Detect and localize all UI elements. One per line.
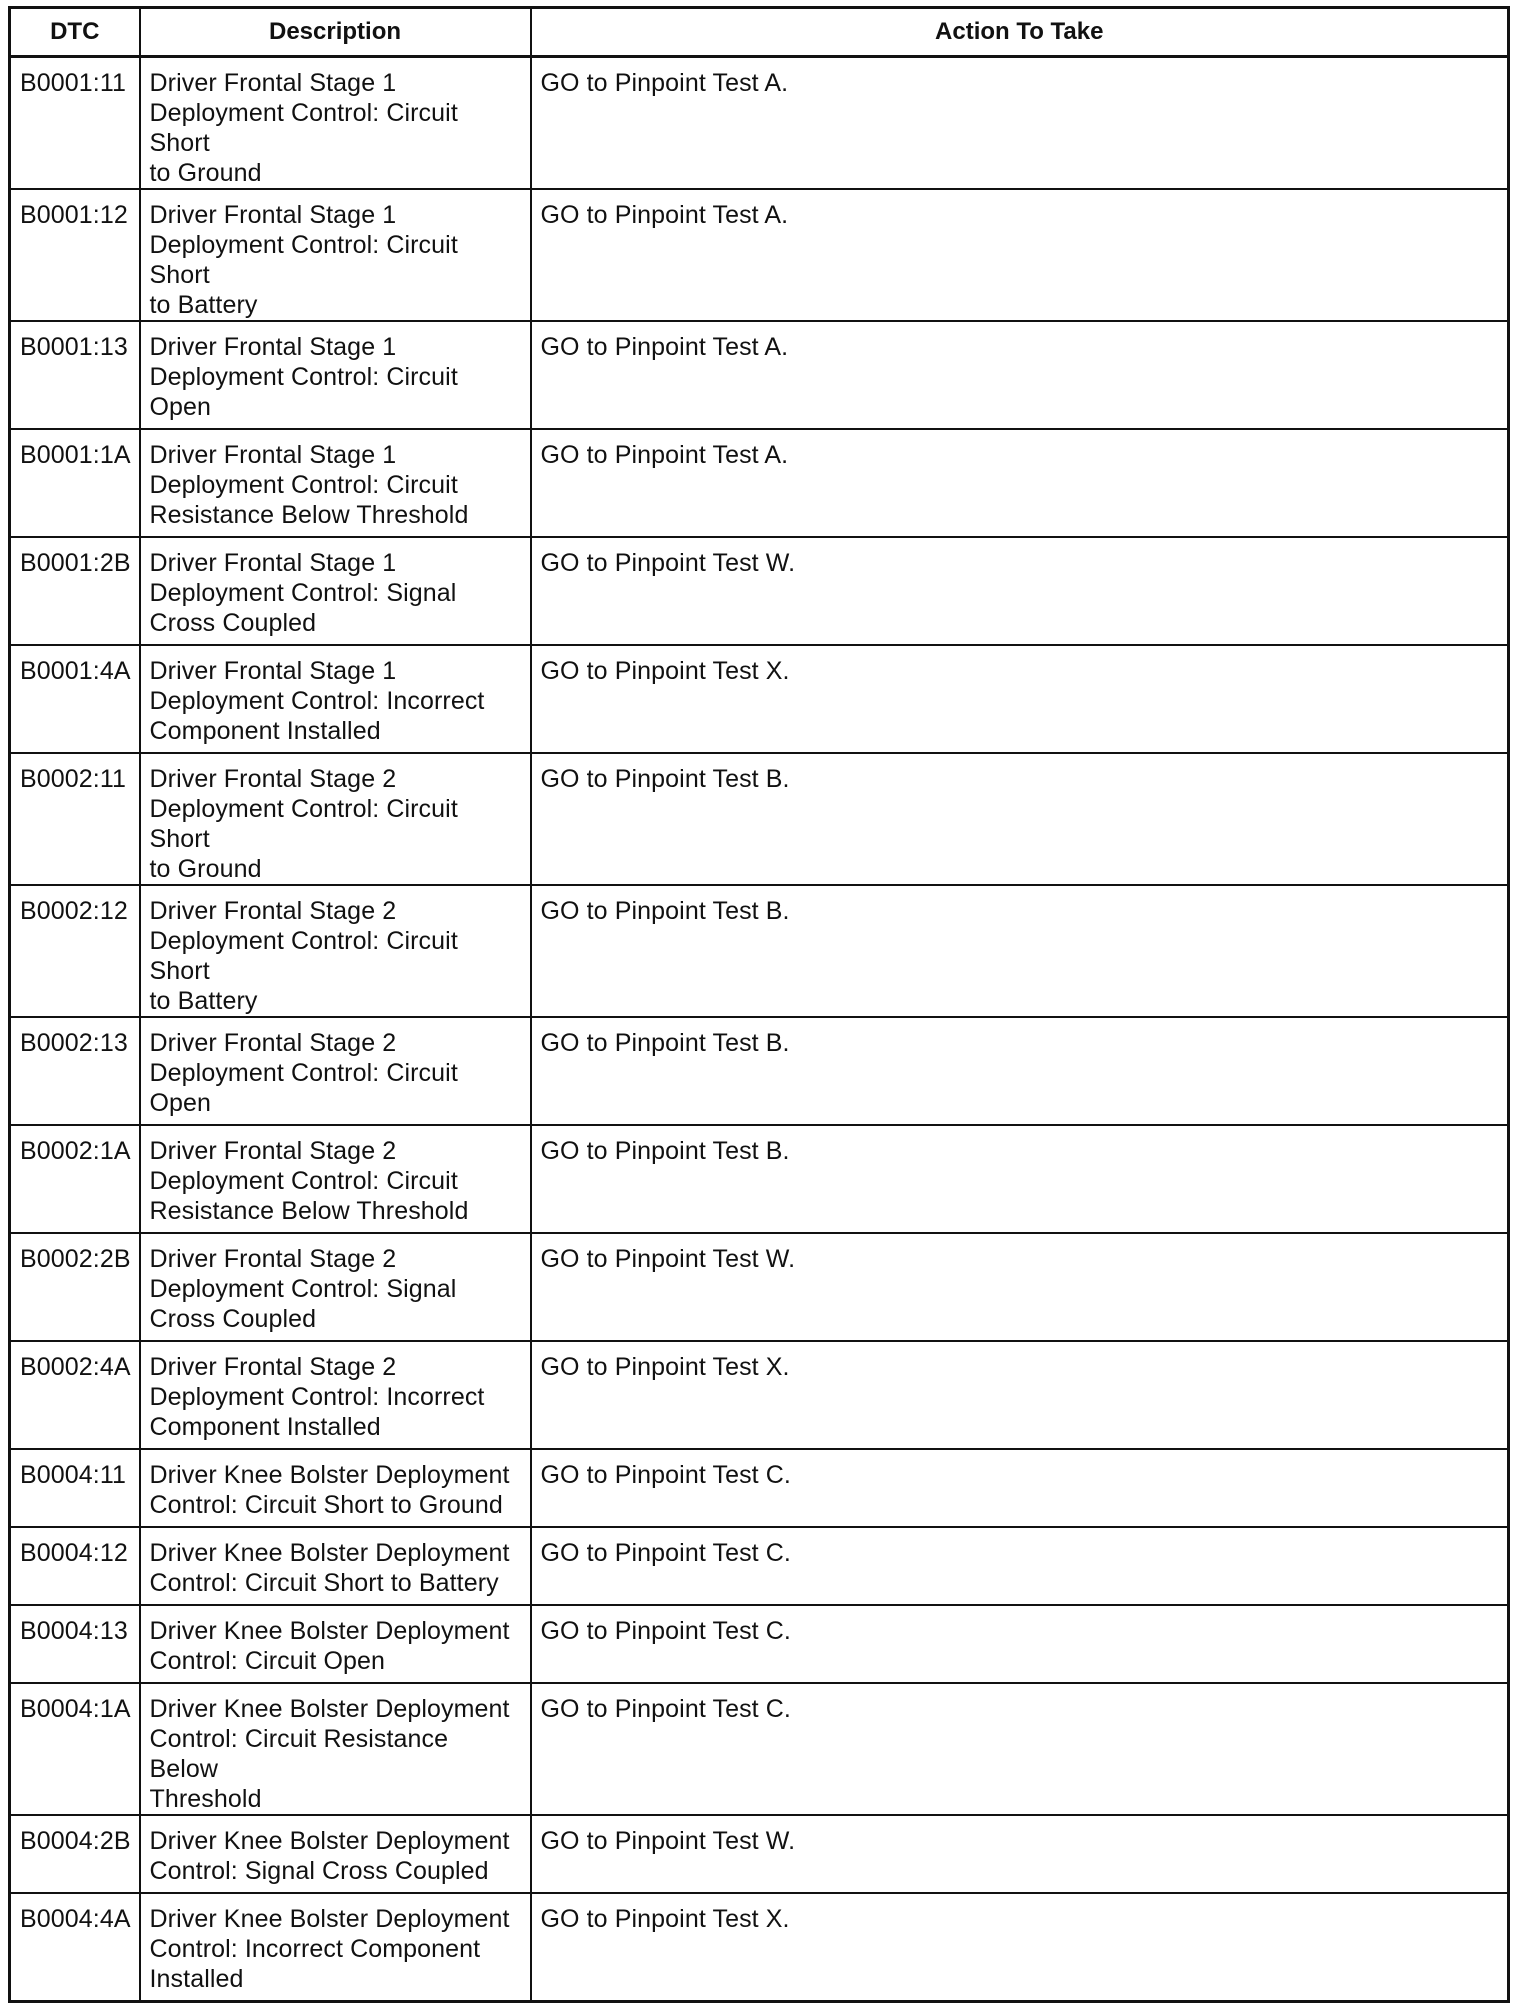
dtc-code: B0001:1A: [10, 429, 140, 537]
table-row: [10, 753, 1509, 885]
dtc-description: Driver Frontal Stage 1 Deployment Control: Signal Cross Coupled: [140, 537, 531, 645]
dtc-action: GO to Pinpoint Test W.: [531, 1815, 1509, 1893]
header-description: Description: [140, 8, 531, 57]
dtc-action: GO to Pinpoint Test C.: [531, 1683, 1509, 1815]
dtc-description: Driver Frontal Stage 2 Deployment Control: Signal Cross Coupled: [140, 1233, 531, 1341]
header-row: [10, 8, 1509, 57]
table-row: [10, 1683, 1509, 1815]
dtc-code: B0001:4A: [10, 645, 140, 753]
dtc-code: B0002:4A: [10, 1341, 140, 1449]
dtc-description: Driver Frontal Stage 2 Deployment Control: Incorrect Component Installed: [140, 1341, 531, 1449]
dtc-description: Driver Knee Bolster Deployment Control: Circuit Resistance Below Threshold: [140, 1683, 531, 1815]
dtc-description: Driver Knee Bolster Deployment Control: Circuit Open: [140, 1605, 531, 1683]
dtc-action: GO to Pinpoint Test W.: [531, 537, 1509, 645]
dtc-description: Driver Frontal Stage 2 Deployment Control: Circuit Short to Ground: [140, 753, 531, 885]
dtc-action: GO to Pinpoint Test A.: [531, 57, 1509, 190]
table-row: [10, 1341, 1509, 1449]
dtc-description: Driver Frontal Stage 2 Deployment Control: Circuit Open: [140, 1017, 531, 1125]
dtc-code: B0001:11: [10, 57, 140, 190]
dtc-code: B0002:11: [10, 753, 140, 885]
table-row: [10, 429, 1509, 537]
table-row: [10, 1815, 1509, 1893]
dtc-action: GO to Pinpoint Test B.: [531, 753, 1509, 885]
dtc-code: B0004:2B: [10, 1815, 140, 1893]
dtc-code: B0001:13: [10, 321, 140, 429]
dtc-code: B0004:4A: [10, 1893, 140, 2001]
dtc-action: GO to Pinpoint Test X.: [531, 645, 1509, 753]
dtc-description: Driver Frontal Stage 1 Deployment Control: Circuit Resistance Below Threshold: [140, 429, 531, 537]
dtc-action: GO to Pinpoint Test A.: [531, 429, 1509, 537]
dtc-code: B0004:11: [10, 1449, 140, 1527]
dtc-action: GO to Pinpoint Test C.: [531, 1449, 1509, 1527]
header-dtc: DTC: [10, 8, 140, 57]
dtc-action: GO to Pinpoint Test X.: [531, 1893, 1509, 2001]
dtc-description: Driver Knee Bolster Deployment Control: Signal Cross Coupled: [140, 1815, 531, 1893]
dtc-code: B0002:2B: [10, 1233, 140, 1341]
dtc-action: GO to Pinpoint Test X.: [531, 1341, 1509, 1449]
dtc-code: B0004:13: [10, 1605, 140, 1683]
table-row: [10, 321, 1509, 429]
dtc-action: GO to Pinpoint Test B.: [531, 885, 1509, 1017]
dtc-table: [8, 6, 1510, 2003]
table-row: [10, 1527, 1509, 1605]
dtc-description: Driver Knee Bolster Deployment Control: Circuit Short to Ground: [140, 1449, 531, 1527]
dtc-code: B0004:1A: [10, 1683, 140, 1815]
dtc-action: GO to Pinpoint Test B.: [531, 1017, 1509, 1125]
dtc-code: B0002:12: [10, 885, 140, 1017]
table-row: [10, 537, 1509, 645]
dtc-code: B0001:2B: [10, 537, 140, 645]
dtc-description: Driver Knee Bolster Deployment Control: Incorrect Component Installed: [140, 1893, 531, 2001]
dtc-description: Driver Frontal Stage 1 Deployment Control: Circuit Short to Battery: [140, 189, 531, 321]
table-row: [10, 189, 1509, 321]
header-action: Action To Take: [531, 8, 1509, 57]
dtc-description: Driver Frontal Stage 2 Deployment Control: Circuit Short to Battery: [140, 885, 531, 1017]
dtc-action: GO to Pinpoint Test C.: [531, 1605, 1509, 1683]
dtc-action: GO to Pinpoint Test B.: [531, 1125, 1509, 1233]
table-row: [10, 57, 1509, 190]
table-row: [10, 1893, 1509, 2001]
dtc-action: GO to Pinpoint Test W.: [531, 1233, 1509, 1341]
dtc-description: Driver Frontal Stage 1 Deployment Control: Circuit Open: [140, 321, 531, 429]
table-row: [10, 1605, 1509, 1683]
dtc-description: Driver Frontal Stage 1 Deployment Control: Incorrect Component Installed: [140, 645, 531, 753]
dtc-description: Driver Frontal Stage 2 Deployment Control: Circuit Resistance Below Threshold: [140, 1125, 531, 1233]
dtc-action: GO to Pinpoint Test C.: [531, 1527, 1509, 1605]
table-row: [10, 1449, 1509, 1527]
dtc-description: Driver Frontal Stage 1 Deployment Control: Circuit Short to Ground: [140, 57, 531, 190]
dtc-action: GO to Pinpoint Test A.: [531, 189, 1509, 321]
dtc-code: B0002:13: [10, 1017, 140, 1125]
dtc-description: Driver Knee Bolster Deployment Control: Circuit Short to Battery: [140, 1527, 531, 1605]
table-row: [10, 885, 1509, 1017]
table-row: [10, 1125, 1509, 1233]
table-row: [10, 645, 1509, 753]
table-row: [10, 1233, 1509, 1341]
dtc-code: B0001:12: [10, 189, 140, 321]
dtc-code: B0004:12: [10, 1527, 140, 1605]
table-row: [10, 1017, 1509, 1125]
dtc-code: B0002:1A: [10, 1125, 140, 1233]
dtc-action: GO to Pinpoint Test A.: [531, 321, 1509, 429]
